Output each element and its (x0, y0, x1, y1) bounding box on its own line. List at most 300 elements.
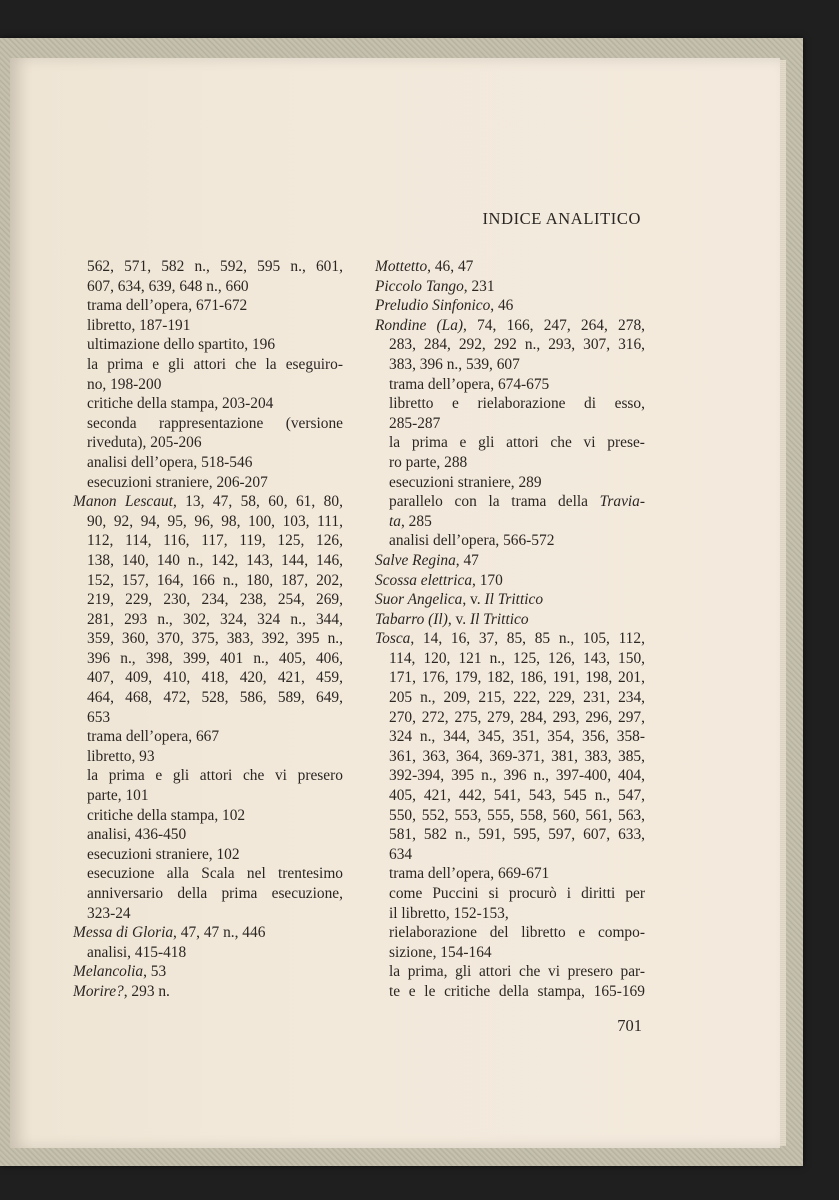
index-word: anniversario (87, 885, 164, 902)
index-word: 293 (124, 610, 148, 628)
index-word: 396 (87, 649, 111, 667)
index-word: 649, (316, 689, 343, 707)
index-text: , 231 (463, 277, 495, 295)
index-word: 385, (618, 747, 645, 765)
index-word: 100, (248, 512, 275, 530)
index-text: analisi dell’opera, 518-546 (87, 453, 253, 471)
index-text: no, 198-200 (87, 375, 162, 393)
index-entry (375, 571, 645, 591)
index-word: 47, (212, 493, 233, 511)
index-word: 180, (246, 571, 274, 589)
index-word: 179, (454, 669, 482, 687)
index-word: 404, (618, 767, 645, 785)
index-word: (La), (436, 316, 467, 334)
index-word: della (498, 982, 529, 1000)
index-word: n., (120, 649, 136, 667)
index-word: n., (157, 610, 173, 628)
index-word: 111, (317, 512, 343, 530)
index-word: 191, (552, 669, 580, 687)
index-entry (375, 590, 645, 610)
index-word: 13, (185, 493, 205, 511)
index-word: 550, (389, 806, 416, 824)
index-word: te (389, 982, 401, 1000)
index-word: 98, (221, 512, 241, 530)
index-word: 238, (239, 591, 267, 609)
work-title: Tabarro (Il) (375, 610, 448, 628)
index-word: 278, (618, 316, 645, 334)
index-word: libretto (389, 395, 434, 413)
work-title: Morire? (73, 982, 124, 1000)
work-title: Messa di Gloria (73, 924, 174, 942)
index-text: , 47 (455, 551, 479, 569)
page-number: 701 (617, 1016, 642, 1035)
index-word: 264, (580, 316, 608, 334)
index-word: gli (168, 355, 185, 373)
index-word: prima (107, 355, 144, 373)
index-word: 406, (315, 649, 343, 667)
index-word: 105, (582, 630, 610, 648)
index-subentry (73, 747, 343, 767)
index-entry-continuation (73, 257, 343, 277)
index-word: 293, (548, 336, 576, 354)
index-word: 356, (582, 728, 609, 746)
index-text: 383, 396 n., 539, 607 (389, 355, 520, 373)
index-subentry (73, 943, 343, 963)
index-word: e (578, 924, 586, 942)
index-word: 144, (281, 551, 309, 569)
index-word: 541, (493, 787, 521, 805)
index-text: ultimazione dello spartito, 196 (87, 336, 276, 354)
index-text: libretto, 93 (87, 747, 155, 765)
index-entry-continuation (73, 590, 343, 610)
index-word: 16, (450, 630, 471, 648)
index-word: 383, (584, 747, 612, 765)
index-subentry (73, 433, 343, 453)
index-word: esecuzione, (271, 885, 343, 902)
index-subentry (375, 884, 645, 904)
index-word: 283, (389, 336, 416, 354)
index-word: la (389, 434, 401, 452)
index-word: 231, (583, 689, 611, 707)
index-column-left (73, 257, 343, 1002)
index-subentry (375, 943, 645, 963)
index-word: 254, (277, 591, 305, 609)
index-word: 552, (421, 806, 449, 824)
index-word: 364, (455, 747, 483, 765)
index-word: 269, (316, 591, 343, 609)
index-word: n., (290, 258, 306, 275)
index-word: di (584, 395, 597, 413)
index-word: 459, (316, 669, 343, 687)
index-word: 222, (513, 689, 541, 707)
running-head: INDICE ANALITICO (482, 209, 641, 228)
index-word: 344, (443, 728, 471, 746)
index-word: 186, (519, 669, 547, 687)
index-word: 589, (277, 689, 305, 707)
index-word: la (488, 493, 500, 511)
index-word: 302, (182, 610, 210, 628)
index-word: 407, (87, 669, 114, 687)
index-text: analisi, 415-418 (87, 943, 187, 961)
index-word: n., (187, 551, 204, 569)
index-entry (375, 629, 645, 649)
index-word: 182, (487, 669, 515, 687)
index-word: vi (274, 767, 287, 785)
index-word: Travia- (599, 493, 645, 511)
index-text: , 47, 47 n., 446 (173, 924, 266, 942)
index-word: 586, (239, 689, 267, 707)
index-word: 281, (87, 610, 114, 628)
index-entry-continuation (375, 708, 645, 728)
index-entry-continuation (375, 747, 645, 767)
index-word: 234, (201, 591, 229, 609)
index-subentry (375, 864, 645, 884)
index-word: 555, (487, 806, 515, 824)
index-word: e (408, 982, 416, 1000)
index-word: 152, (87, 571, 114, 589)
index-word: 420, (239, 669, 267, 687)
index-word: 219, (87, 591, 114, 609)
index-word: 176, (421, 669, 449, 687)
index-word: n., (222, 571, 239, 589)
index-word: del (489, 924, 509, 942)
index-word: 601, (315, 258, 343, 275)
index-word: 126, (548, 649, 575, 667)
index-entry (73, 962, 343, 982)
index-word: 164, (156, 571, 184, 589)
index-text: , 46, 47 (427, 258, 474, 275)
index-entry-continuation (73, 610, 343, 630)
index-word: 395 (296, 630, 320, 648)
index-word: 553, (454, 806, 482, 824)
index-word: 472, (163, 689, 191, 707)
index-word: attori (199, 767, 233, 785)
index-text: il libretto, 152-153, (389, 904, 509, 922)
index-text: 607, 634, 639, 648 n., 660 (87, 277, 249, 295)
index-word: alla (166, 865, 190, 883)
index-word: seconda (87, 414, 137, 432)
index-word: le (424, 982, 436, 1000)
index-subentry (375, 982, 645, 1002)
index-word: 143, (246, 551, 274, 569)
work-title: Preludio Sinfonico (375, 297, 491, 315)
index-word: 74, (477, 316, 497, 334)
index-word: 116, (163, 532, 190, 550)
index-word: 345, (477, 728, 505, 746)
index-subentry (73, 727, 343, 747)
index-word: attori (506, 434, 539, 452)
index-word: 94, (140, 512, 160, 530)
index-word: 112, (87, 532, 114, 550)
index-word: 405, (278, 649, 306, 667)
index-word: prima, (407, 963, 448, 981)
index-subentry (73, 806, 343, 826)
index-subentry (375, 531, 645, 551)
index-word: 359, (87, 630, 114, 648)
index-word: 80, (323, 493, 343, 511)
index-subentry (73, 453, 343, 473)
index-word: la (389, 963, 401, 981)
index-word: 120, (423, 649, 451, 667)
index-word: 354, (547, 728, 575, 746)
index-subentry (375, 904, 645, 924)
index-entry-continuation (73, 531, 343, 551)
index-word: 117, (201, 532, 228, 550)
index-word: 103, (282, 512, 310, 530)
index-word: 119, (239, 532, 266, 550)
index-word: 398, (145, 649, 173, 667)
index-word: Scala (201, 865, 235, 883)
index-text: esecuzioni straniere, 289 (389, 473, 542, 491)
index-entry-continuation (375, 825, 645, 845)
index-subentry (73, 825, 343, 845)
index-text: , v. (462, 591, 485, 609)
index-word: e (152, 355, 160, 373)
index-subentry (375, 492, 645, 512)
index-word: eseguiro- (285, 355, 343, 373)
index-entry (375, 277, 645, 297)
index-word: Rondine (375, 316, 427, 334)
index-word: nel (246, 865, 266, 883)
index-subentry (73, 904, 343, 924)
index-word: 14, (422, 630, 443, 648)
index-entry (73, 982, 343, 1002)
index-word: 292 (493, 336, 517, 354)
index-word: 293, (552, 708, 580, 726)
work-title: Scossa elettrica (375, 571, 473, 589)
index-word: n., (455, 826, 471, 844)
index-word: prima (221, 885, 258, 902)
index-word: 383, (226, 630, 254, 648)
index-word: 292, (458, 336, 486, 354)
index-word: i (566, 885, 572, 902)
index-word: diritti (581, 885, 616, 902)
index-word: 595 (257, 258, 281, 275)
index-word: 166 (191, 571, 215, 589)
index-text: sizione, 154-164 (389, 943, 492, 961)
index-entry (73, 923, 343, 943)
index-word: 361, (389, 747, 416, 765)
index-word: 112, (618, 630, 645, 648)
index-word: Lescaut, (125, 493, 177, 511)
index-word: 633, (618, 826, 645, 844)
work-title: ta (389, 512, 401, 530)
index-word: per (625, 885, 645, 902)
work-title: Salve Regina (375, 551, 456, 569)
index-word: 324 (389, 728, 413, 746)
index-text: trama dell’opera, 674-675 (389, 375, 550, 393)
index-text: analisi dell’opera, 566-572 (389, 532, 555, 550)
index-entry-continuation (375, 335, 645, 355)
work-title: Suor Angelica (375, 591, 463, 609)
index-word: 284, (423, 336, 451, 354)
index-word: della (177, 885, 208, 902)
index-word: 61, (295, 493, 316, 511)
index-text: esecuzioni straniere, 206-207 (87, 473, 268, 491)
index-word: si (488, 885, 499, 902)
index-entry-continuation (375, 845, 645, 865)
index-word: 279, (487, 708, 515, 726)
index-word: 405, (389, 787, 416, 805)
index-word: 591, (478, 826, 506, 844)
work-title: Melancolia (73, 963, 144, 981)
index-word: vi (583, 434, 596, 452)
index-word: 399, (182, 649, 210, 667)
index-word: stampa, (537, 982, 585, 1000)
index-entry-continuation (375, 649, 645, 669)
index-word: 545 (563, 787, 587, 805)
index-subentry (73, 884, 343, 904)
index-word: 146, (316, 551, 343, 569)
index-word: esso, (614, 395, 645, 413)
index-word: 563, (618, 806, 645, 824)
index-subentry (375, 433, 645, 453)
index-text: 653 (87, 708, 111, 726)
index-entry-continuation (73, 277, 343, 297)
index-word: procurò (508, 885, 557, 902)
index-word: 307, (583, 336, 611, 354)
index-word: 543, (528, 787, 556, 805)
index-word: Tosca, (375, 630, 415, 648)
index-entry (375, 316, 645, 336)
index-word: n., (489, 649, 505, 667)
index-word: 582 (423, 826, 448, 844)
index-word: 125, (513, 649, 540, 667)
index-entry (375, 257, 645, 277)
index-subentry (73, 845, 343, 865)
index-word: 595, (513, 826, 541, 844)
index-word: 229, (548, 689, 576, 707)
index-word: 369-371, (489, 747, 545, 765)
work-title: Il Trittico (469, 610, 529, 628)
index-word: 171, (389, 669, 416, 687)
index-word: 165-169 (593, 982, 645, 1000)
index-entry-continuation (73, 571, 343, 591)
index-word: parallelo (389, 493, 443, 511)
index-subentry (73, 414, 343, 434)
index-word: n., (558, 630, 575, 648)
index-word: 351, (512, 728, 540, 746)
index-word: n., (524, 336, 541, 354)
index-word: n., (481, 767, 497, 785)
index-word: la (87, 767, 99, 785)
index-word: 401 (220, 649, 244, 667)
index-word: e (155, 767, 163, 785)
index-word: 296, (585, 708, 613, 726)
index-word: 528, (201, 689, 229, 707)
index-subentry (375, 512, 645, 532)
index-word: 392, (261, 630, 289, 648)
index-word: critiche (444, 982, 491, 1000)
index-word: 85, (506, 630, 527, 648)
index-word: e (459, 434, 467, 452)
index-word: 560, (552, 806, 580, 824)
index-word: (versione (285, 414, 343, 432)
index-word: presero (297, 767, 343, 785)
index-word: 114, (125, 532, 152, 550)
index-word: 562, (87, 258, 114, 275)
index-entry-continuation (375, 806, 645, 826)
index-word: 558, (519, 806, 547, 824)
index-word: attori (478, 963, 512, 981)
index-word: che (550, 434, 572, 452)
index-word: 358- (616, 728, 645, 746)
index-text: libretto, 187-191 (87, 316, 191, 334)
index-text: analisi, 436-450 (87, 826, 187, 844)
index-word: 166, (506, 316, 534, 334)
index-word: 468, (125, 689, 153, 707)
index-word: 324, (220, 610, 247, 628)
index-word: trentesimo (278, 865, 343, 883)
index-word: n., (533, 767, 549, 785)
index-entry-continuation (73, 649, 343, 669)
index-word: 392-394, (389, 767, 445, 785)
index-word: 581, (389, 826, 416, 844)
index-word: gli (478, 434, 495, 452)
index-word: 247, (543, 316, 571, 334)
index-word: 270, (389, 708, 416, 726)
index-word: 582 (161, 258, 185, 275)
index-word: 360, (121, 630, 149, 648)
index-word: 143, (583, 649, 610, 667)
index-word: 229, (125, 591, 153, 609)
index-subentry (73, 316, 343, 336)
index-word: 284, (519, 708, 547, 726)
index-word: 142, (211, 551, 239, 569)
index-subentry (73, 786, 343, 806)
index-entry-continuation (375, 668, 645, 688)
index-word: con (454, 493, 477, 511)
index-subentry (375, 375, 645, 395)
index-subentry (73, 335, 343, 355)
index-word: 344, (315, 610, 343, 628)
index-word: trama (511, 493, 547, 511)
index-subentry (73, 473, 343, 493)
index-word: gli (455, 963, 472, 981)
index-word: 370, (156, 630, 184, 648)
index-word: n., (594, 787, 611, 805)
index-word: 209, (443, 689, 471, 707)
index-word: la (87, 355, 99, 373)
index-word: 138, (87, 551, 114, 569)
index-word: 60, (268, 493, 288, 511)
index-word: libretto (521, 924, 566, 942)
index-word: 96, (194, 512, 214, 530)
index-word: n., (194, 258, 210, 275)
index-text: trama dell’opera, 667 (87, 728, 220, 746)
index-subentry (375, 414, 645, 434)
index-word: 375, (191, 630, 219, 648)
index-entry (375, 551, 645, 571)
index-entry (375, 296, 645, 316)
index-word: compo- (597, 924, 645, 942)
index-word: Puccini (432, 885, 479, 902)
index-text: , 46 (490, 297, 514, 315)
index-word: Manon (73, 493, 117, 511)
index-text: trama dell’opera, 671-672 (87, 297, 248, 315)
index-word: 114, (389, 649, 416, 667)
index-word: rielaborazione (389, 924, 478, 942)
index-word: 215, (478, 689, 506, 707)
index-word: prima (411, 434, 448, 452)
index-entry-continuation (73, 708, 343, 728)
index-entry (375, 610, 645, 630)
index-word: 272, (421, 708, 449, 726)
index-text: ro parte, 288 (389, 453, 468, 471)
index-word: 571, (124, 258, 152, 275)
index-entry-continuation (73, 688, 343, 708)
index-entry-continuation (375, 355, 645, 375)
